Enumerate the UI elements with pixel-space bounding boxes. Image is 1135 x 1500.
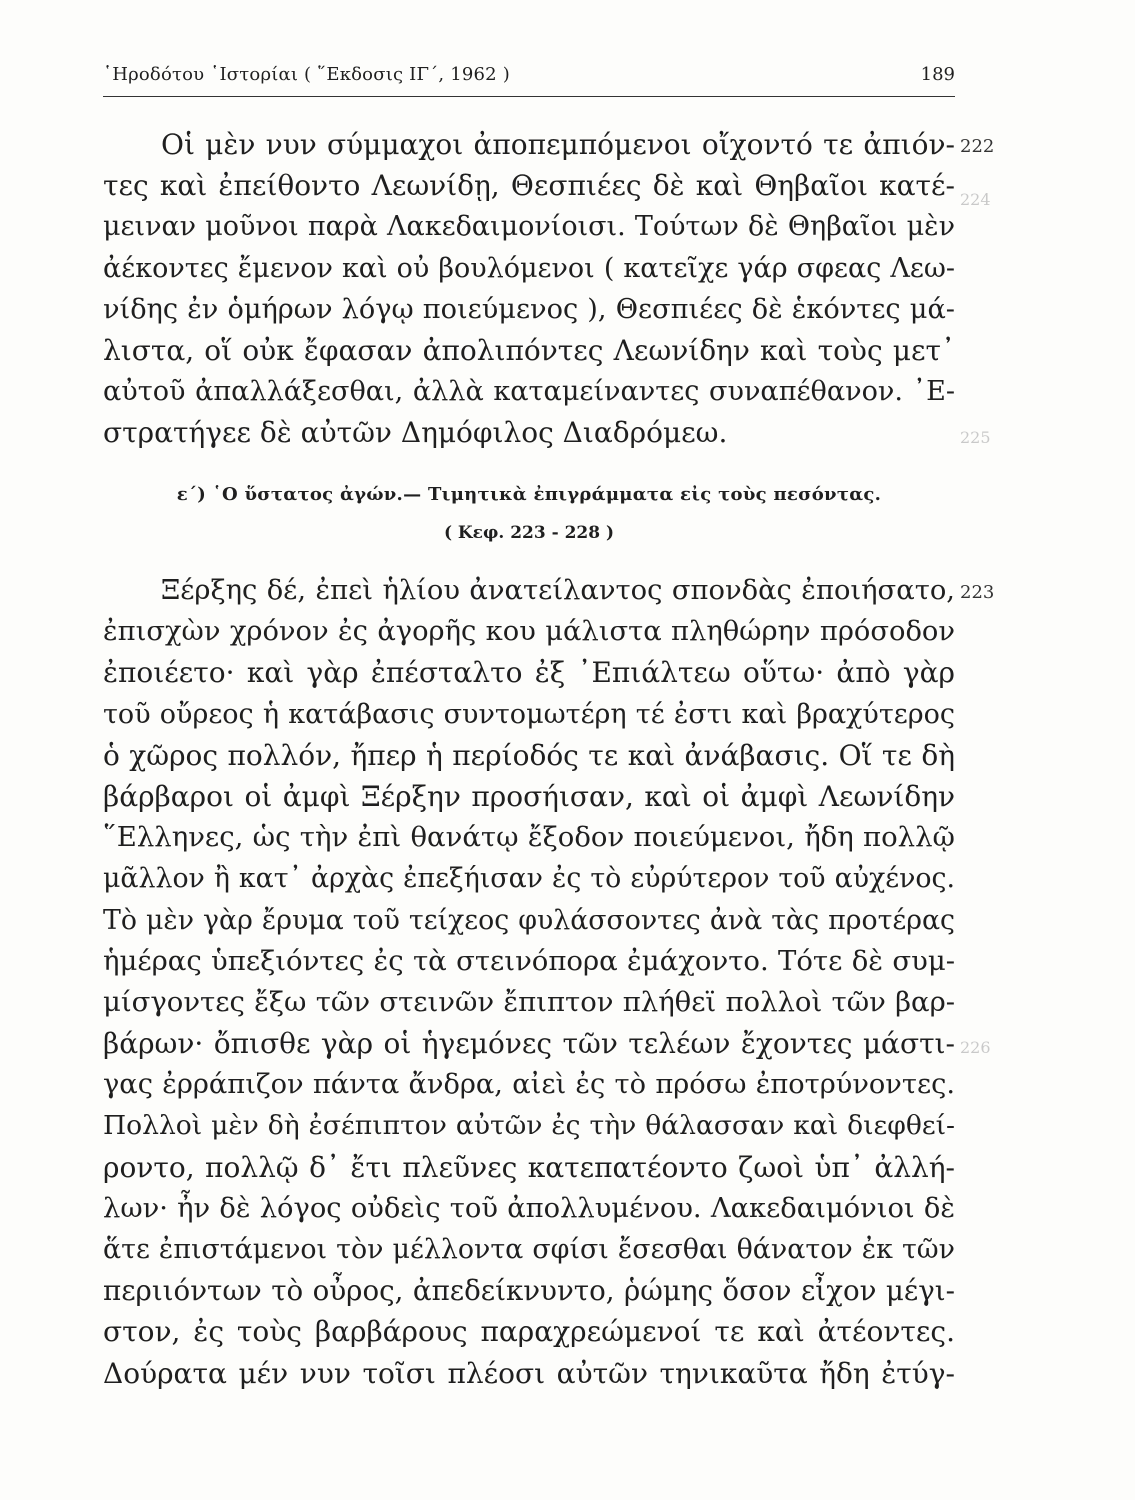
page-header <box>103 62 955 92</box>
text-line: λιστα, οἵ οὐκ ἔφασαν ἀπολιπόντες Λεωνίδην καὶ τοὺς μετ᾽ <box>103 333 955 367</box>
text-line: ἀέκοντες ἔμενον καὶ οὐ βουλόμενοι ( κατεῖχε γάρ σφεας Λεω- <box>103 252 955 284</box>
text-line: περιιόντων τὸ οὖρος, ἀπεδείκνυντο, ῥώμης ὅσον εἶχον μέγι- <box>103 1274 955 1308</box>
text-line: Οἱ μὲν νυν σύμμαχοι ἀποπεμπόμενοι οἴχοντό τε ἀπιόν- <box>161 128 955 161</box>
running-title: ῾Ηροδότου ῾Ιστορίαι ( ῞Εκδοσις ΙΓ΄, 1962 ) <box>103 64 510 85</box>
text-line: μίσγοντες ἔξω τῶν στεινῶν ἔπιπτον πλήθεϊ πολλοὶ τῶν βαρ- <box>103 985 955 1018</box>
paragraph-222 <box>103 124 955 454</box>
text-line: βάρβαροι οἱ ἀμφὶ Ξέρξην προσήισαν, καὶ οἱ ἀμφὶ Λεωνίδην <box>103 779 955 813</box>
text-line: νίδης ἐν ὁμήρων λόγῳ ποιεύμενος ), Θεσπιέες δὲ ἑκόντες μά- <box>103 293 955 325</box>
section-heading: ε΄) ῾Ο ὕστατος ἀγών.— Τιμητικὰ ἐπιγράμματα εἰς τοὺς πεσόντας. <box>176 484 882 505</box>
text-line: στον, ἐς τοὺς βαρβάρους παραχρεώμενοί τε καὶ ἀτέοντες. <box>103 1315 955 1349</box>
text-line: Δούρατα μέν νυν τοῖσι πλέοσι αὐτῶν τηνικαῦτα ἤδη ἐτύγ- <box>103 1356 955 1390</box>
text-line: Τὸ μὲν γὰρ ἔρυμα τοῦ τείχεος φυλάσσοντες ἀνὰ τὰς προτέρας <box>103 904 955 936</box>
header-rule <box>103 96 955 97</box>
margin-chapter-number: 223 <box>960 582 995 603</box>
page-number: 189 <box>920 64 955 85</box>
text-line: ῞Ελληνες, ὡς τὴν ἐπὶ θανάτῳ ἔξοδον ποιεύμενοι, ἤδη πολλῷ <box>103 821 955 854</box>
text-line: ὁ χῶρος πολλόν, ἤπερ ἡ περίοδός τε καὶ ἀνάβασις. Οἵ τε δὴ <box>103 738 955 772</box>
text-line: γας ἐρράπιζον πάντα ἄνδρα, αἰεὶ ἐς τὸ πρόσω ἐποτρύνοντες. <box>103 1069 955 1101</box>
text-line: μειναν μοῦνοι παρὰ Λακεδαιμονίοισι. Τούτων δὲ Θηβαῖοι μὲν <box>103 211 955 243</box>
text-line: λων· ἦν δὲ λόγος οὐδεὶς τοῦ ἀπολλυμένου. Λακεδαιμόνιοι δὲ <box>103 1192 955 1224</box>
text-line: ροντο, πολλῷ δ᾽ ἔτι πλεῦνες κατεπατέοντο ζωοὶ ὑπ᾽ ἀλλή- <box>103 1150 955 1184</box>
text-line: στρατήγεε δὲ αὐτῶν Δημόφιλος Διαδρόμεω. <box>103 416 728 450</box>
text-line: μᾶλλον ἢ κατ᾽ ἀρχὰς ἐπεξήισαν ἐς τὸ εὐρύτερον τοῦ αὐχένος. <box>103 863 955 895</box>
bleed-through-number: 224 <box>960 190 991 209</box>
text-line: τες καὶ ἐπείθοντο Λεωνίδῃ, Θεσπιέες δὲ καὶ Θηβαῖοι κατέ- <box>103 169 955 203</box>
text-line: τοῦ οὔρεος ἡ κατάβασις συντομωτέρη τέ ἐστι καὶ βραχύτερος <box>103 698 955 730</box>
section-subheading: ( Κεφ. 223 - 228 ) <box>443 523 615 543</box>
text-line: ἡμέρας ὑπεξιόντες ἐς τὰ στεινόπορα ἐμάχοντο. Τότε δὲ συμ- <box>103 944 955 977</box>
margin-chapter-number: 222 <box>960 136 995 157</box>
bleed-through-number: 225 <box>960 428 991 447</box>
text-line: βάρων· ὄπισθε γὰρ οἱ ἡγεμόνες τῶν τελέων ἔχοντες μάστι- <box>103 1027 955 1061</box>
text-line: ἐπισχὼν χρόνον ἐς ἀγορῆς κου μάλιστα πληθώρην πρόσοδον <box>103 616 955 648</box>
text-line: αὐτοῦ ἀπαλλάξεσθαι, ἀλλὰ καταμείναντες συναπέθανον. ᾽Ε- <box>103 376 955 408</box>
text-line: ἅτε ἐπιστάμενοι τὸν μέλλοντα σφίσι ἔσεσθαι θάνατον ἐκ τῶν <box>103 1234 955 1265</box>
paragraph-223 <box>103 570 955 1394</box>
text-line: ἐποιέετο· καὶ γὰρ ἐπέσταλτο ἐξ ᾽Επιάλτεω οὕτω· ἀπὸ γὰρ <box>103 656 955 690</box>
text-line: Ξέρξης δέ, ἐπεὶ ἡλίου ἀνατείλαντος σπονδὰς ἐποιήσατο, <box>161 575 955 606</box>
text-line: Πολλοὶ μὲν δὴ ἐσέπιπτον αὐτῶν ἐς τὴν θάλασσαν καὶ διεφθεί- <box>103 1110 955 1142</box>
bleed-through-number: 226 <box>960 1038 991 1057</box>
